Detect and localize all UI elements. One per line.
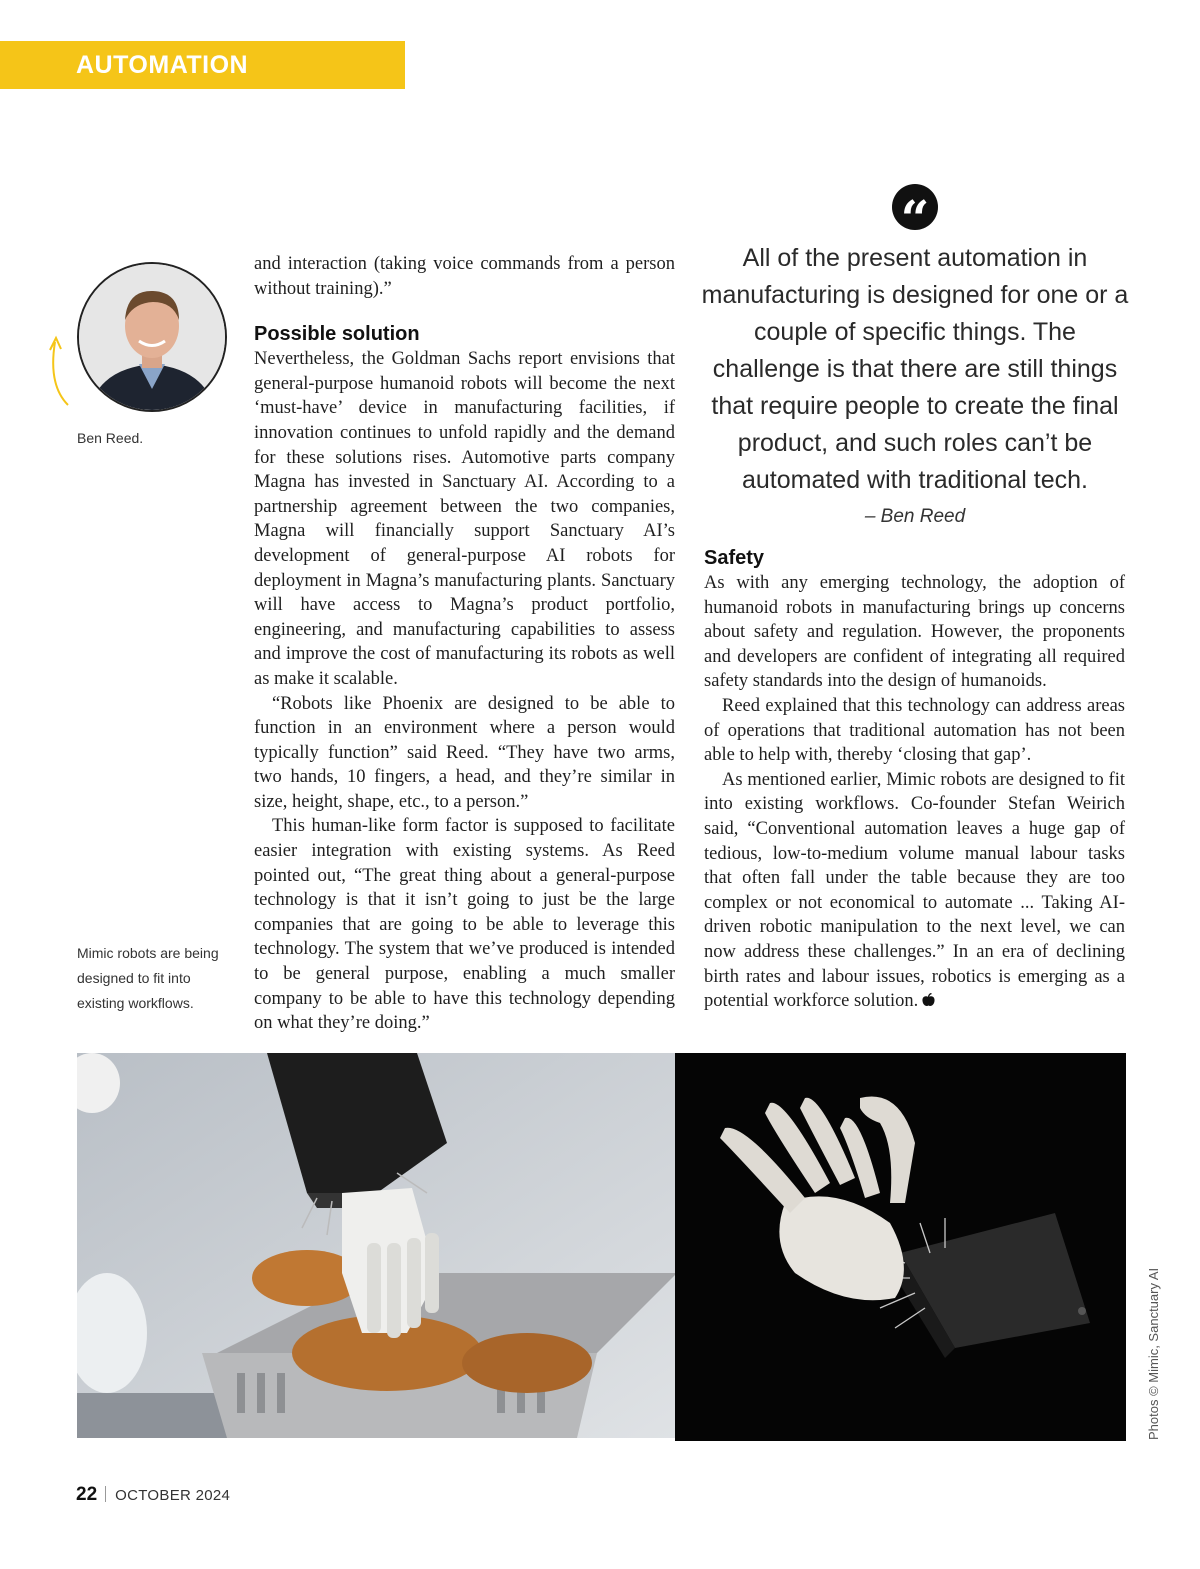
apple-end-mark-icon [922, 993, 935, 1007]
intro-paragraph: and interaction (taking voice commands from a person without training).” [254, 254, 675, 299]
body-paragraph: This human-like form factor is supposed to facilitate easier integration with existing systems. As Reed pointed out, “The great thing about a general-purpose technology is that it isn’t going to just be the large companies that are going to be able to leverage this technology. The system that we’ve produced is intended to be general purpose, enabling a much smaller company to be able to have this technology depending on what they’re doing.” [254, 816, 675, 1034]
pull-quote-attribution: – Ben Reed [864, 506, 966, 527]
body-paragraph: Reed explained that this technology can address areas of operations that traditional automation has not been able to help with, thereby ‘closing that gap’. [704, 695, 1125, 766]
pull-quote: All of the present automation in manufacturing is designed for one or a couple of specific things. The challenge is that there are still things that require people to create the final product, and such roles can’t be automated with traditional tech. [701, 244, 1129, 494]
portrait-ben-reed [77, 262, 227, 412]
photo-caption: Mimic robots are being designed to fit into existing workflows. [77, 945, 219, 1011]
left-column [254, 252, 675, 1036]
heading-possible-solution: Possible solution [254, 323, 420, 346]
photo-robot-hand-croissants [77, 1053, 675, 1438]
body-paragraph: “Robots like Phoenix are designed to be able to function in an environment where a person would typically function” said Reed. “They have two arms, two hands, 10 fingers, a head, and they’re similar in size, height, shape, etc., to a person.” [254, 693, 675, 812]
photo-robot-hand-black [675, 1053, 1126, 1441]
body-paragraph: As with any emerging technology, the adoption of humanoid robots in manufacturing brings up concerns about safety and regulation. However, the proponents and developers are confident of integrating all required safety standards into the design of humanoids. [704, 573, 1125, 692]
portrait-caption: Ben Reed. [77, 430, 144, 446]
body-paragraph: Nevertheless, the Goldman Sachs report envisions that general-purpose humanoid robots will become the next ‘must-have’ device in manufacturing facilities, if innovation continues to unfold rapidly and the demand for these solutions rises. Automotive parts company Magna has invested in Sanctuary AI. According to a partnership agreement between the two companies, Magna will financially support Sanctuary AI’s development of general-purpose AI robots for deployment in Magna’s manufacturing plants. Sanctuary will have access to Magna’s product portfolio, engineering, and manufacturing capabilities to assess and improve the cost of manufacturing its robots as well as make it scalable. [254, 349, 675, 689]
body-paragraph: As mentioned earlier, Mimic robots are designed to fit into existing workflows. Co-founder Stefan Weirich said, “Conventional automation leaves a huge gap of tedious, low-to-medium volume manual labour tasks that often fall under the table because they are too complex or not economical to automate ... Taking AI-driven robotic manipulation to the next level, we can now address these challenges.” In an era of declining birth rates and labour issues, robotics is emerging as a potential workforce solution. [704, 769, 1125, 1012]
page-footer [76, 1484, 230, 1506]
section-banner [0, 41, 405, 89]
page-number: 22 [76, 1484, 98, 1505]
quote-mark-icon: “ [892, 184, 938, 230]
right-column [704, 571, 1125, 1014]
section-label: AUTOMATION [76, 51, 249, 79]
footer-divider [105, 1486, 106, 1502]
curved-arrow-icon [40, 330, 80, 410]
heading-safety: Safety [704, 547, 765, 569]
photo-credit: Photos © Mimic, Sanctuary AI [1146, 1267, 1161, 1440]
issue-date: OCTOBER 2024 [115, 1487, 231, 1504]
